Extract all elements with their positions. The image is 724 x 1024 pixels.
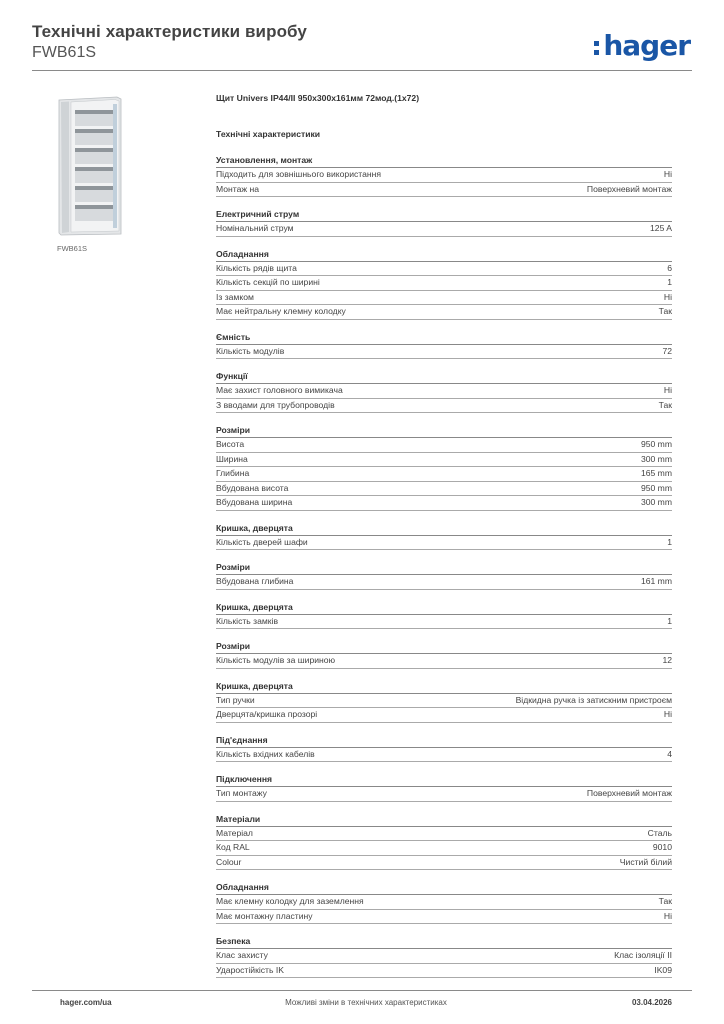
hager-logo[interactable] xyxy=(594,29,690,62)
spec-row xyxy=(216,305,672,320)
group-title: Електричний струм xyxy=(216,209,672,222)
spec-label: Вбудована ширина xyxy=(216,497,293,507)
spec-value: Ні xyxy=(663,169,672,179)
spec-group xyxy=(216,735,672,763)
spec-value: Відкидна ручка із затискним пристроєм xyxy=(515,694,672,705)
footer-note: Можливі зміни в технічних характеристиках xyxy=(285,998,447,1007)
spec-value: IK09 xyxy=(654,964,672,975)
spec-row xyxy=(216,438,672,453)
spec-value: 1 xyxy=(667,536,672,547)
product-image xyxy=(57,96,123,236)
spec-value: Чистий білий xyxy=(619,856,672,867)
spec-row xyxy=(216,345,672,360)
group-title: Розміри xyxy=(216,425,672,438)
group-title: Кришка, дверцята xyxy=(216,602,672,615)
spec-label: Colour xyxy=(216,856,242,867)
spec-label: Матеріал xyxy=(216,827,253,838)
spec-label: Ширина xyxy=(216,453,248,464)
spec-label: Вбудована глибина xyxy=(216,576,294,586)
spec-label: Має клемну колодку для заземлення xyxy=(216,896,364,906)
spec-row xyxy=(216,222,672,237)
spec-label: Підходить для зовнішнього використання xyxy=(216,169,382,179)
spec-label: З вводами для трубопроводів xyxy=(216,399,335,410)
spec-row xyxy=(216,467,672,482)
spec-group xyxy=(216,371,672,413)
spec-value: 165 mm xyxy=(640,468,672,478)
spec-group xyxy=(216,209,672,237)
group-title: Розміри xyxy=(216,562,672,575)
group-title: Ємність xyxy=(216,332,672,345)
header-divider xyxy=(32,70,692,71)
group-title: Обладнання xyxy=(216,249,672,262)
spec-row xyxy=(216,841,672,856)
spec-row xyxy=(216,748,672,763)
spec-value: Поверхневий монтаж xyxy=(586,183,672,194)
spec-value: 72 xyxy=(662,345,672,356)
group-title: Підключення xyxy=(216,774,672,787)
spec-label: Кількість замків xyxy=(216,615,279,626)
spec-label: Глибина xyxy=(216,468,250,478)
spec-label: Має захист головного вимикача xyxy=(216,385,343,395)
spec-value: Поверхневий монтаж xyxy=(586,788,672,798)
spec-value: Так xyxy=(658,306,672,316)
spec-label: Вбудована висота xyxy=(216,482,289,493)
spec-group xyxy=(216,332,672,360)
spec-row xyxy=(216,536,672,551)
footer-date: 03.04.2026 xyxy=(631,998,672,1007)
product-code: FWB61S xyxy=(32,44,97,61)
spec-row xyxy=(216,910,672,925)
spec-row xyxy=(216,895,672,910)
spec-label: Тип монтажу xyxy=(216,788,267,798)
spec-group xyxy=(216,641,672,669)
logo-dots-icon xyxy=(594,37,600,57)
spec-row xyxy=(216,787,672,802)
image-caption: FWB61S xyxy=(57,244,88,253)
spec-row xyxy=(216,496,672,511)
spec-group xyxy=(216,562,672,590)
spec-value: Ні xyxy=(663,709,672,719)
spec-label: Дверцята/кришка прозорі xyxy=(216,709,318,719)
spec-value: 300 mm xyxy=(640,453,672,464)
spec-value: Ні xyxy=(663,385,672,395)
footer-divider xyxy=(32,990,692,991)
group-title: Розміри xyxy=(216,641,672,654)
spec-value: 12 xyxy=(662,655,672,665)
group-title: Матеріали xyxy=(216,814,672,827)
spec-row xyxy=(216,615,672,630)
spec-table xyxy=(216,93,672,978)
spec-label: Кількість дверей шафи xyxy=(216,536,308,547)
group-title: Під'єднання xyxy=(216,735,672,748)
group-title: Установлення, монтаж xyxy=(216,155,672,168)
spec-row xyxy=(216,262,672,277)
product-name: Щит Univers IP44/II 950x300x161мм 72мод.(1x72) xyxy=(216,93,420,103)
spec-value: 300 mm xyxy=(640,497,672,507)
group-title: Кришка, дверцята xyxy=(216,523,672,536)
spec-value: Так xyxy=(658,399,672,410)
spec-value: 950 mm xyxy=(640,482,672,493)
spec-value: Ні xyxy=(663,291,672,302)
spec-label: Монтаж на xyxy=(216,183,260,194)
spec-group xyxy=(216,814,672,871)
group-title: Кришка, дверцята xyxy=(216,681,672,694)
group-title: Безпека xyxy=(216,936,672,949)
spec-label: Номінальний струм xyxy=(216,223,294,233)
spec-label: Клас захисту xyxy=(216,950,268,960)
spec-row xyxy=(216,949,672,964)
spec-value: 950 mm xyxy=(640,439,672,449)
spec-label: Кількість модулів xyxy=(216,345,285,356)
spec-row xyxy=(216,654,672,669)
spec-value: 9010 xyxy=(652,842,672,852)
logo-text: hager xyxy=(603,29,690,62)
spec-groups xyxy=(216,155,672,978)
group-title: Функції xyxy=(216,371,672,384)
spec-label: Кількість рядів щита xyxy=(216,262,297,273)
spec-row xyxy=(216,384,672,399)
spec-group xyxy=(216,425,672,511)
spec-value: 4 xyxy=(667,748,672,759)
spec-row xyxy=(216,575,672,590)
spec-group xyxy=(216,774,672,802)
spec-group xyxy=(216,936,672,978)
spec-label: Кількість вхідних кабелів xyxy=(216,748,315,759)
section-title: Технічні характеристики xyxy=(216,129,321,139)
spec-label: Тип ручки xyxy=(216,694,255,705)
spec-row xyxy=(216,453,672,468)
spec-row xyxy=(216,183,672,198)
spec-row xyxy=(216,708,672,723)
spec-label: Ударостійкість IK xyxy=(216,964,284,975)
spec-group xyxy=(216,155,672,197)
spec-group xyxy=(216,882,672,924)
spec-label: Із замком xyxy=(216,291,254,302)
spec-row xyxy=(216,827,672,842)
page-header xyxy=(32,22,692,72)
spec-row xyxy=(216,694,672,709)
spec-group xyxy=(216,523,672,551)
spec-value: Так xyxy=(658,896,672,906)
page-title: Технічні характеристики виробу xyxy=(32,22,307,41)
spec-row xyxy=(216,168,672,183)
spec-value: 6 xyxy=(667,262,672,273)
spec-value: Ні xyxy=(663,910,672,921)
spec-value: 1 xyxy=(667,277,672,287)
spec-row xyxy=(216,399,672,414)
spec-group xyxy=(216,249,672,320)
spec-row xyxy=(216,964,672,979)
spec-group xyxy=(216,681,672,723)
group-title: Обладнання xyxy=(216,882,672,895)
spec-label: Код RAL xyxy=(216,842,250,852)
spec-label: Кількість модулів за шириною xyxy=(216,655,336,665)
spec-value: Сталь xyxy=(647,827,672,838)
spec-label: Кількість секцій по ширині xyxy=(216,277,320,287)
spec-value: 125 A xyxy=(650,223,672,233)
footer-website-link[interactable]: hager.com/ua xyxy=(60,998,112,1007)
spec-label: Має монтажну пластину xyxy=(216,910,313,921)
spec-row xyxy=(216,482,672,497)
spec-row xyxy=(216,291,672,306)
spec-row xyxy=(216,856,672,871)
spec-label: Висота xyxy=(216,439,245,449)
spec-value: 161 mm xyxy=(640,576,672,586)
spec-group xyxy=(216,602,672,630)
spec-value: 1 xyxy=(667,615,672,626)
spec-value: Клас ізоляції II xyxy=(614,950,672,960)
spec-label: Має нейтральну клемну колодку xyxy=(216,306,346,316)
spec-row xyxy=(216,276,672,291)
